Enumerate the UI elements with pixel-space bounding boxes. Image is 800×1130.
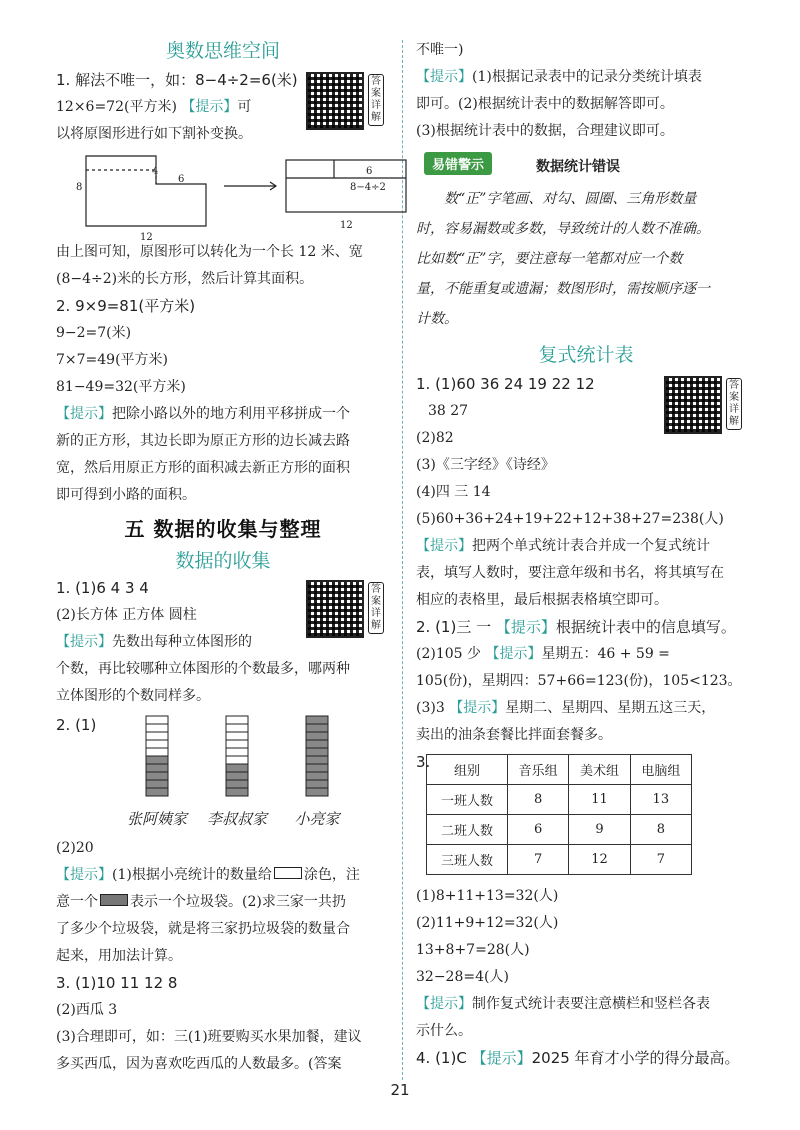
table-header: 音乐组	[508, 755, 569, 785]
compound-line	[416, 644, 756, 664]
qr-label-char: 解	[729, 416, 739, 427]
filled-bag-cell	[306, 716, 328, 724]
table-header: 组别	[427, 755, 508, 785]
empty-bag-cell	[226, 740, 248, 748]
filled-bag-cell	[146, 780, 168, 788]
trash-bag-bars	[86, 712, 386, 832]
table-cell: 7	[630, 845, 691, 875]
olympiad-line: 81−49=32(平方米)	[56, 379, 186, 395]
hint-label: 【提示】	[416, 538, 472, 554]
compound-line: (4)四 三 14	[416, 484, 491, 500]
after-table-text: 4. (1)C	[416, 1049, 467, 1067]
olympiad-line: 9−2=7(米)	[56, 325, 132, 341]
collect-line: 多买西瓜，因为喜欢吃西瓜的人数最多。(答案	[56, 1056, 342, 1072]
collect-line: (2)20	[56, 840, 94, 856]
collect-line: (2)西瓜 3	[56, 1002, 118, 1018]
table-cell: 9	[569, 815, 630, 845]
table-cell: 6	[508, 815, 569, 845]
collect-text: 先数出每种立体图形的	[112, 634, 252, 650]
compound-line	[416, 617, 756, 637]
mistake-badge: 易错警示	[424, 152, 492, 175]
qr-label-char: 详	[371, 100, 381, 111]
compound-text: (2)105 少	[416, 646, 482, 662]
hint-label: 【提示】	[181, 99, 238, 115]
table-cell: 12	[569, 845, 630, 875]
compound-line	[416, 536, 756, 556]
collect-line: 个数，再比较哪种立体图形的个数最多，哪两种	[56, 661, 350, 677]
filled-bag-cell	[146, 756, 168, 764]
empty-bag-cell	[226, 724, 248, 732]
table-cell: 11	[569, 785, 630, 815]
compound-text: 根据统计表中的信息填写。	[555, 618, 736, 636]
figure-label-right-side: 8−4÷2	[350, 182, 386, 193]
compound-line: 1. (1)60 36 24 19 22 12	[416, 375, 595, 393]
hint-label: 【提示】	[485, 646, 542, 662]
qr-label-char: 案	[371, 88, 381, 99]
olympiad-line: 宽，然后用原正方形的面积减去新正方形的面积	[56, 460, 350, 476]
figure-label-top: 4	[152, 166, 159, 177]
table-item-label: 3.	[416, 753, 431, 771]
qr-label-char: 案	[729, 392, 739, 403]
empty-box-icon	[274, 867, 302, 879]
mistake-line: 时，容易漏数或多数，导致统计的人数不准确。	[416, 221, 710, 237]
empty-bag-cell	[226, 756, 248, 764]
hint-label: 【提示】	[56, 406, 112, 422]
figure-label-right-bottom: 12	[340, 220, 353, 231]
empty-bag-cell	[146, 732, 168, 740]
household-label: 张阿姨家	[126, 810, 188, 828]
table-row	[427, 845, 692, 875]
figure-label-bottom: 12	[140, 232, 153, 243]
collect-line: 立体图形的个数同样多。	[56, 688, 210, 704]
compound-text: 把两个单式统计表合并成一个复式统计	[472, 538, 710, 554]
olympiad-line: 2. 9×9=81(平方米)	[56, 297, 196, 315]
olympiad-line: 以将原图形进行如下割补变换。	[56, 126, 252, 142]
mistake-line: 量，不能重复或遗漏；数图形时，需按顺序逐一	[416, 281, 710, 297]
household-label: 小亮家	[294, 810, 340, 828]
hint-label: 【提示】	[471, 1049, 532, 1067]
olympiad-text: 把除小路以外的地方利用平移拼成一个	[112, 406, 350, 422]
empty-bag-cell	[146, 724, 168, 732]
qr-label-char: 答	[371, 584, 381, 595]
compound-line: 105(份)，星期四：57+66=123(份)，105<123。	[416, 673, 742, 689]
qr-label-char: 解	[371, 112, 381, 123]
hint-label: 【提示】	[495, 618, 556, 636]
olympiad-text: 可	[237, 99, 252, 115]
right-line	[416, 67, 756, 87]
filled-bag-cell	[306, 788, 328, 796]
table-header: 电脑组	[630, 755, 691, 785]
collect-text: 表示一个垃圾袋。(2)求三家一共扔	[130, 894, 346, 910]
compound-line: (3)《三字经》《诗经》	[416, 457, 555, 473]
olympiad-line: 7×7=49(平方米)	[56, 352, 169, 368]
table-cell: 7	[508, 845, 569, 875]
collect-line	[56, 865, 390, 885]
collect-line: 起来，用加法计算。	[56, 948, 182, 964]
bar-item-label: 2. (1)	[56, 716, 97, 734]
figure-label-right-mid: 6	[366, 166, 373, 177]
mistake-line: 计数。	[416, 311, 458, 327]
section-title-collect: 数据的收集	[175, 550, 271, 572]
olympiad-text: 12×6=72(平方米)	[56, 99, 177, 115]
mistake-title: 数据统计错误	[536, 159, 620, 175]
after-table-line: 示什么。	[416, 1023, 472, 1039]
household-label: 李叔叔家	[206, 810, 268, 828]
hint-label: 【提示】	[416, 69, 472, 85]
collect-line: 了多少个垃圾袋，就是将三家扔垃圾袋的数量合	[56, 921, 350, 937]
compound-text: 星期二、星期四、星期五这三天，	[505, 700, 716, 716]
qr-label-char: 答	[371, 76, 381, 87]
collect-text: (1)根据小亮统计的数量给	[112, 867, 272, 883]
after-table-line	[416, 994, 756, 1014]
table-cell: 8	[630, 815, 691, 845]
filled-bag-cell	[226, 772, 248, 780]
table-cell: 二班人数	[427, 815, 508, 845]
filled-bag-cell	[306, 748, 328, 756]
cut-and-paste-figure	[76, 150, 396, 243]
right-text: (1)根据记录表中的记录分类统计填表	[472, 69, 702, 85]
qr-label-char: 答	[729, 380, 739, 391]
empty-bag-cell	[226, 732, 248, 740]
compound-line: 表，填写人数时，要注意年级和书名，将其填写在	[416, 565, 724, 581]
after-table-line	[416, 1048, 756, 1068]
filled-bag-cell	[226, 780, 248, 788]
compound-line: 相应的表格里，最后根据表格填空即可。	[416, 592, 668, 608]
compound-line: (2)82	[416, 430, 454, 446]
filled-bag-cell	[226, 788, 248, 796]
filled-bag-cell	[306, 756, 328, 764]
table-cell: 8	[508, 785, 569, 815]
compound-table	[426, 754, 692, 875]
filled-bag-cell	[306, 740, 328, 748]
empty-bag-cell	[226, 748, 248, 756]
compound-line	[416, 698, 756, 718]
qr-label-char: 详	[729, 404, 739, 415]
compound-text: (3)3	[416, 700, 445, 716]
empty-bag-cell	[146, 740, 168, 748]
olympiad-line: 新的正方形，其边长即为原正方形的边长减去路	[56, 433, 350, 449]
collect-text: 涂色，注	[303, 867, 360, 883]
mistake-line: 数“正”字笔画、对勾、圆圈、三角形数量	[444, 191, 697, 207]
collect-text: 意一个	[56, 894, 98, 910]
table-row	[427, 815, 692, 845]
figure-label-mid: 6	[178, 174, 185, 185]
filled-bag-cell	[146, 788, 168, 796]
olympiad-line: 即可得到小路的面积。	[56, 487, 196, 503]
filled-bag-cell	[306, 732, 328, 740]
collect-line: 1. (1)6 4 3 4	[56, 579, 149, 597]
after-table-line: (1)8+11+13=32(人)	[416, 888, 559, 904]
figure-label-left: 8	[76, 182, 83, 193]
collect-line	[56, 892, 390, 912]
qr-label-char: 解	[371, 620, 381, 631]
filled-bag-cell	[306, 724, 328, 732]
filled-box-icon	[100, 894, 128, 906]
hint-label: 【提示】	[56, 867, 112, 883]
filled-bag-cell	[306, 780, 328, 788]
olympiad-line	[56, 404, 390, 424]
right-line: 即可。(2)根据统计表中的数据解答即可。	[416, 96, 674, 112]
mistake-line: 比如数“正”字，要注意每一笔都对应一个数	[416, 251, 683, 267]
empty-bag-cell	[226, 716, 248, 724]
table-row	[427, 785, 692, 815]
filled-bag-cell	[226, 764, 248, 772]
after-table-line: (2)11+9+12=32(人)	[416, 915, 559, 931]
right-line: 不唯一)	[416, 42, 464, 58]
collect-line: (3)合理即可，如：三(1)班要购买水果加餐，建议	[56, 1029, 362, 1045]
chapter-title: 五 数据的收集与整理	[124, 517, 322, 541]
empty-bag-cell	[146, 748, 168, 756]
column-divider	[402, 40, 403, 1080]
right-line: (3)根据统计表中的数据，合理建议即可。	[416, 123, 674, 139]
olympiad-title: 奥数思维空间	[165, 40, 280, 62]
filled-bag-cell	[146, 772, 168, 780]
collect-line	[56, 632, 390, 652]
olympiad-line: 1. 解法不唯一，如：8−4÷2=6(米)	[56, 71, 298, 89]
hint-label: 【提示】	[449, 700, 506, 716]
after-table-line: 32−28=4(人)	[416, 969, 509, 985]
filled-bag-cell	[146, 764, 168, 772]
compound-text: 星期五：46 + 59 =	[541, 646, 670, 662]
qr-label-char: 详	[371, 608, 381, 619]
olympiad-line: 由上图可知，原图形可以转化为一个长 12 米、宽	[56, 244, 363, 260]
filled-bag-cell	[306, 764, 328, 772]
page-number: 21	[390, 1081, 410, 1099]
table-header-row	[427, 755, 692, 785]
empty-bag-cell	[146, 716, 168, 724]
after-table-text: 制作复式统计表要注意横栏和竖栏各表	[472, 996, 710, 1012]
compound-text: 2. (1)三 一	[416, 618, 492, 636]
compound-line: 卖出的油条套餐比拌面套餐多。	[416, 727, 612, 743]
after-table-line: 13+8+7=28(人)	[416, 942, 530, 958]
section-title-compound: 复式统计表	[538, 344, 634, 366]
after-table-text: 2025 年育才小学的得分最高。	[531, 1049, 740, 1067]
olympiad-line	[56, 97, 390, 117]
collect-line: (2)长方体 正方体 圆柱	[56, 607, 197, 623]
olympiad-line: (8−4÷2)米的长方形，然后计算其面积。	[56, 271, 314, 287]
hint-label: 【提示】	[56, 634, 112, 650]
compound-line: (5)60+36+24+19+22+12+38+27=238(人)	[416, 511, 724, 527]
table-cell: 一班人数	[427, 785, 508, 815]
table-header: 美术组	[569, 755, 630, 785]
compound-line: 38 27	[428, 403, 469, 419]
hint-label: 【提示】	[416, 996, 472, 1012]
qr-label-char: 案	[371, 596, 381, 607]
table-cell: 13	[630, 785, 691, 815]
filled-bag-cell	[306, 772, 328, 780]
table-cell: 三班人数	[427, 845, 508, 875]
collect-line: 3. (1)10 11 12 8	[56, 974, 178, 992]
